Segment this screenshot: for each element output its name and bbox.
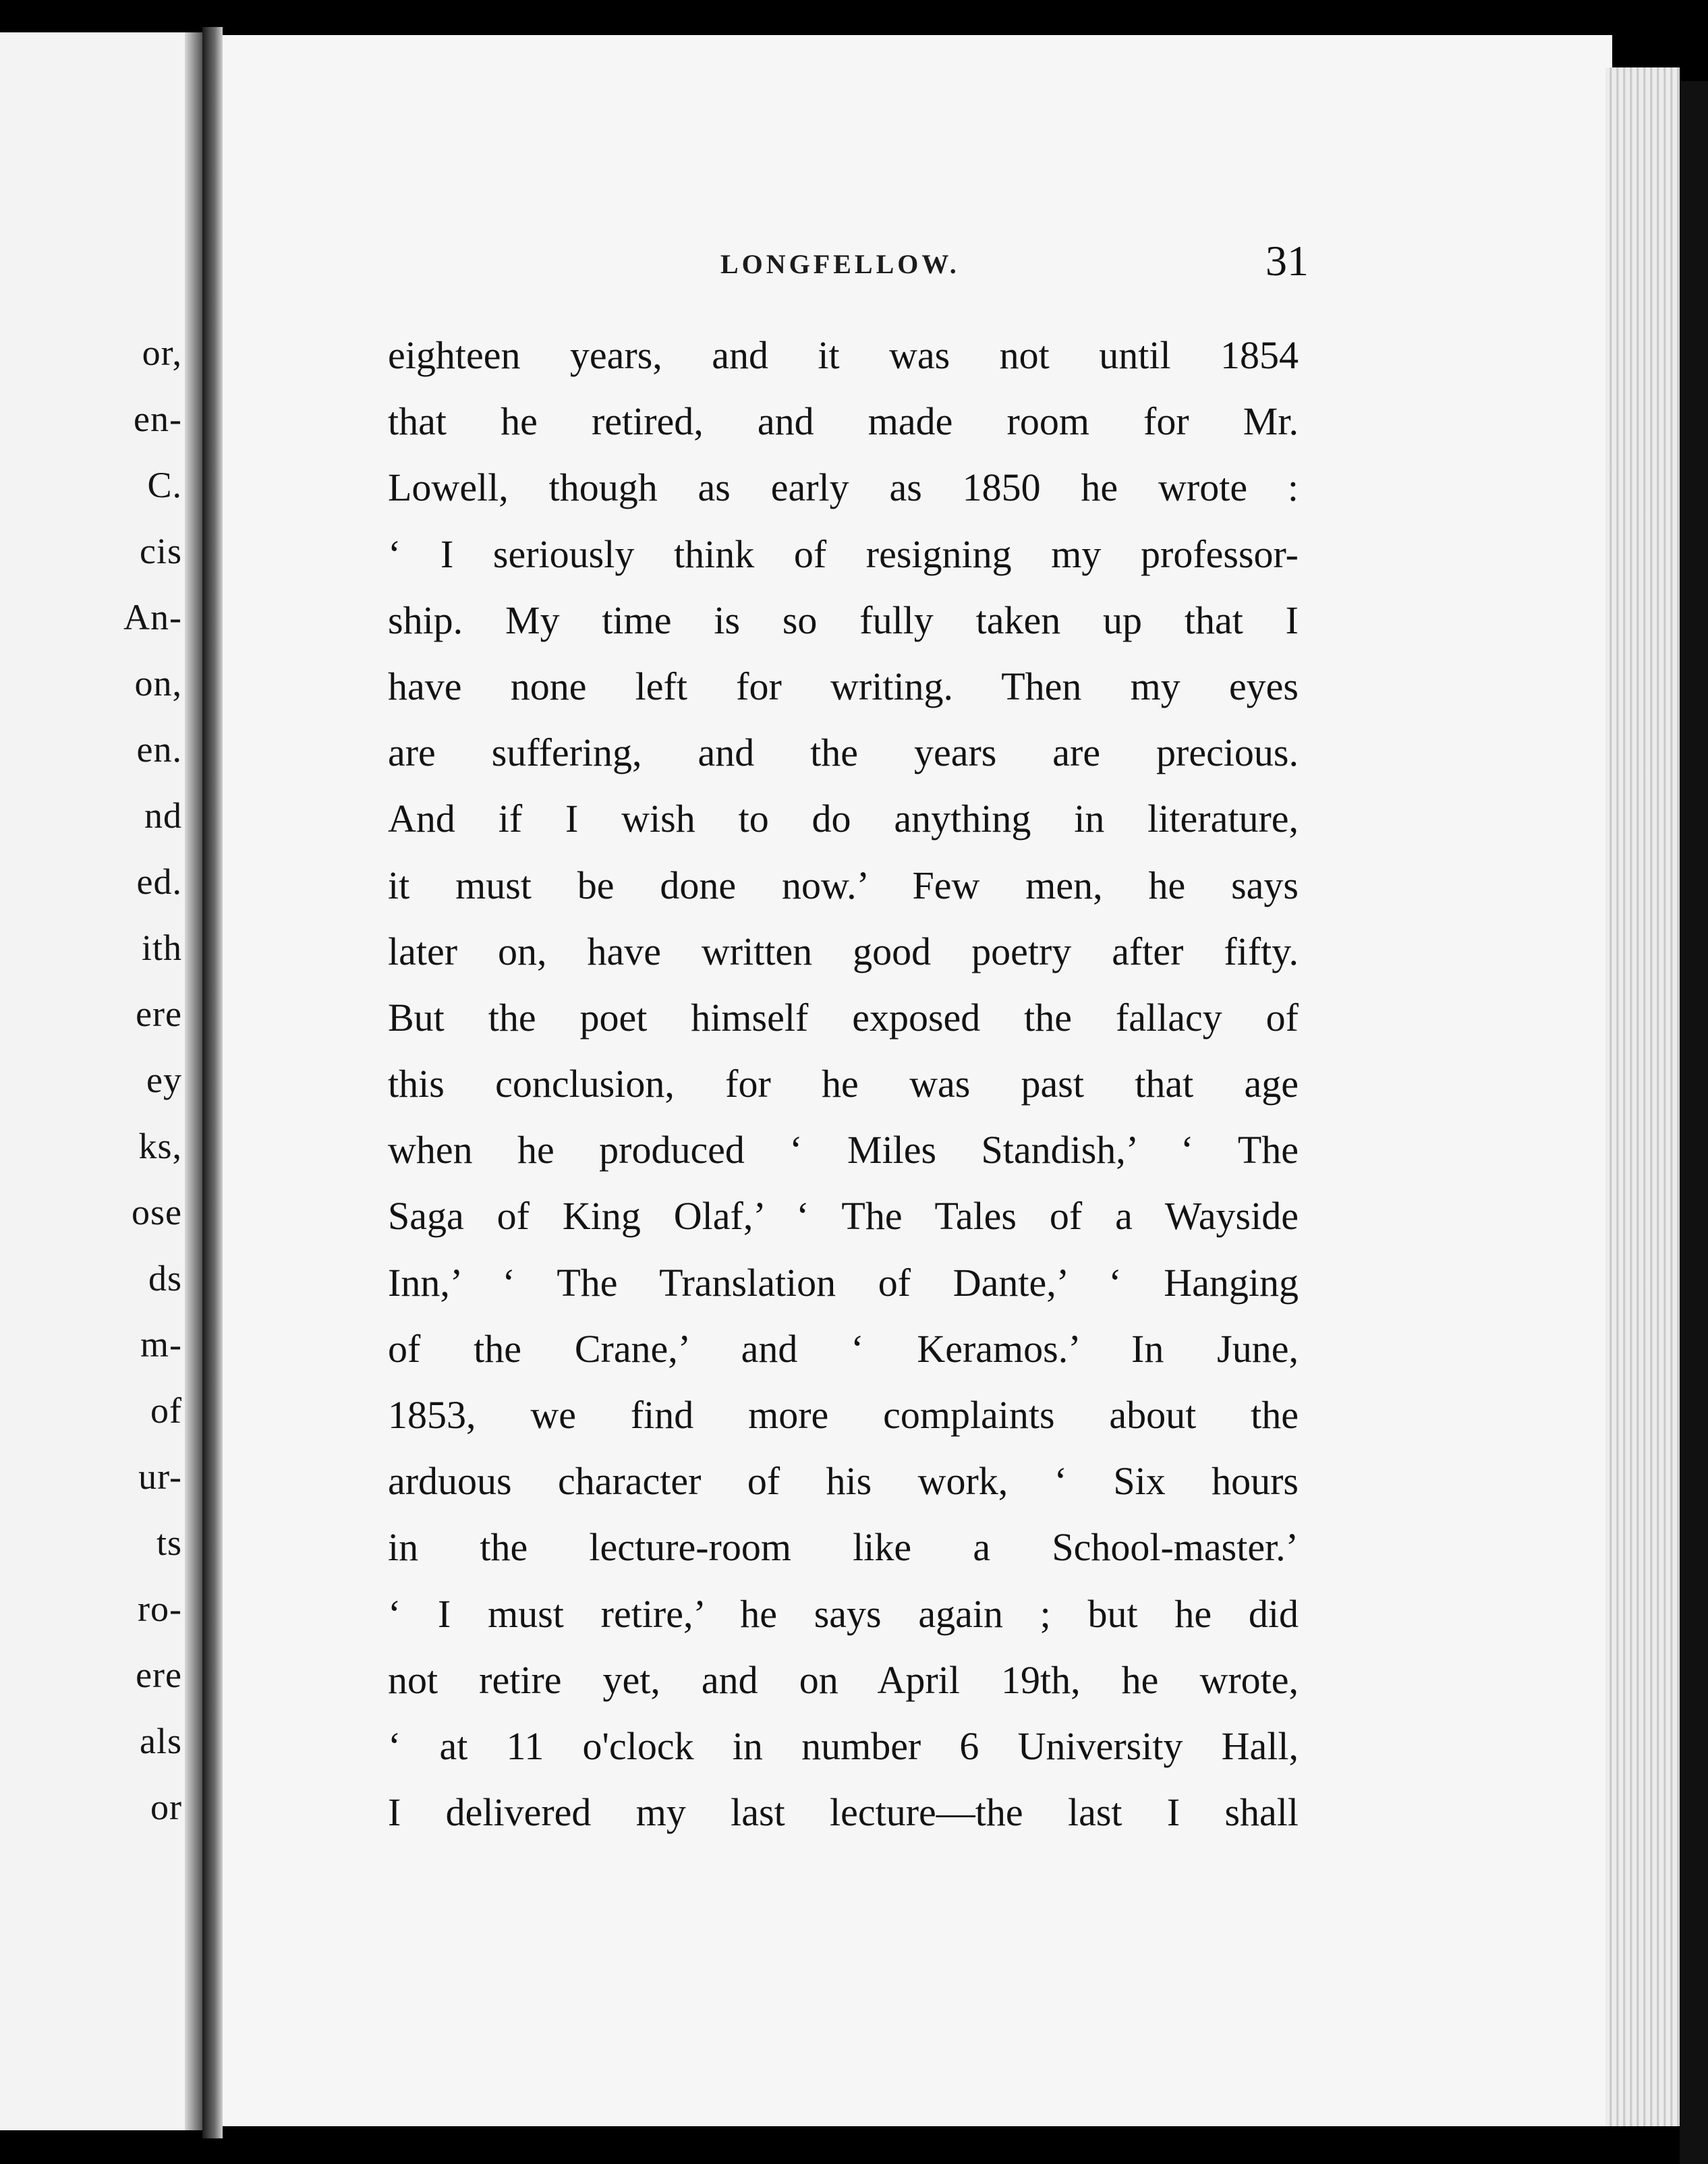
left-fragment: ds — [148, 1258, 182, 1299]
left-fragment: ere — [136, 994, 182, 1034]
text-line: I delivered my last lecture—the last I shall — [388, 1790, 1299, 1835]
text-line: that he retired, and made room for Mr. — [388, 399, 1299, 444]
text-line: ‘ I seriously think of resigning my professor- — [388, 532, 1299, 576]
body-text — [388, 322, 1299, 1846]
left-fragment: ed. — [136, 861, 182, 902]
page-header — [715, 236, 1309, 290]
text-line: 1853, we find more complaints about the — [388, 1393, 1299, 1437]
text-line: of the Crane,’ and ‘ Keramos.’ In June, — [388, 1326, 1299, 1371]
left-fragment: en. — [136, 729, 182, 770]
left-fragment: m- — [140, 1324, 182, 1365]
left-fragment: of — [150, 1390, 182, 1431]
left-fragment: cis — [140, 531, 182, 571]
left-fragment: als — [140, 1721, 182, 1761]
running-head: LONGFELLOW. — [720, 249, 960, 279]
book-edge-shadow — [1680, 81, 1708, 2164]
left-fragment: ts — [156, 1522, 182, 1563]
left-fragment: ur- — [138, 1456, 182, 1497]
text-line: not retire yet, and on April 19th, he wrote, — [388, 1657, 1299, 1702]
left-page-edge — [185, 32, 202, 2130]
text-line: And if I wish to do anything in literature, — [388, 797, 1299, 841]
left-fragment: ro- — [138, 1589, 182, 1629]
text-line: Lowell, though as early as 1850 he wrote : — [388, 465, 1299, 510]
left-fragment: ere — [136, 1655, 182, 1695]
left-fragment: An- — [123, 597, 182, 637]
text-line: ‘ at 11 o'clock in number 6 University Hall, — [388, 1724, 1299, 1768]
left-fragment: en- — [134, 399, 182, 439]
page-number: 31 — [1265, 237, 1309, 285]
left-fragment: on, — [134, 663, 182, 704]
page-stack-edges — [1605, 67, 1680, 2126]
text-line: arduous character of his work, ‘ Six hours — [388, 1459, 1299, 1504]
text-line: later on, have written good poetry after fifty. — [388, 929, 1299, 973]
left-page-text-fragments — [0, 0, 189, 2164]
left-fragment: or, — [142, 333, 182, 373]
left-fragment: ey — [146, 1060, 182, 1100]
text-line: ‘ I must retire,’ he says again ; but he did — [388, 1591, 1299, 1636]
left-fragment: ith — [141, 928, 182, 968]
text-line: But the poet himself exposed the fallacy of — [388, 995, 1299, 1040]
text-line: this conclusion, for he was past that age — [388, 1062, 1299, 1106]
left-fragment: ks, — [138, 1126, 182, 1166]
text-line: eighteen years, and it was not until 1854 — [388, 333, 1299, 377]
left-fragment: or — [150, 1787, 182, 1827]
text-line: have none left for writing. Then my eyes — [388, 664, 1299, 708]
left-fragment: ose — [132, 1192, 182, 1232]
text-line: are suffering, and the years are precious. — [388, 731, 1299, 775]
text-line: ship. My time is so fully taken up that I — [388, 598, 1299, 642]
text-line: Inn,’ ‘ The Translation of Dante,’ ‘ Hanging — [388, 1260, 1299, 1305]
text-line: it must be done now.’ Few men, he says — [388, 863, 1299, 907]
left-fragment: nd — [144, 795, 182, 836]
book-gutter — [202, 27, 223, 2138]
text-line: Saga of King Olaf,’ ‘ The Tales of a Wayside — [388, 1194, 1299, 1238]
text-line: in the lecture-room like a School-master.’ — [388, 1525, 1299, 1570]
left-fragment: C. — [147, 465, 182, 505]
text-line: when he produced ‘ Miles Standish,’ ‘ The — [388, 1128, 1299, 1172]
